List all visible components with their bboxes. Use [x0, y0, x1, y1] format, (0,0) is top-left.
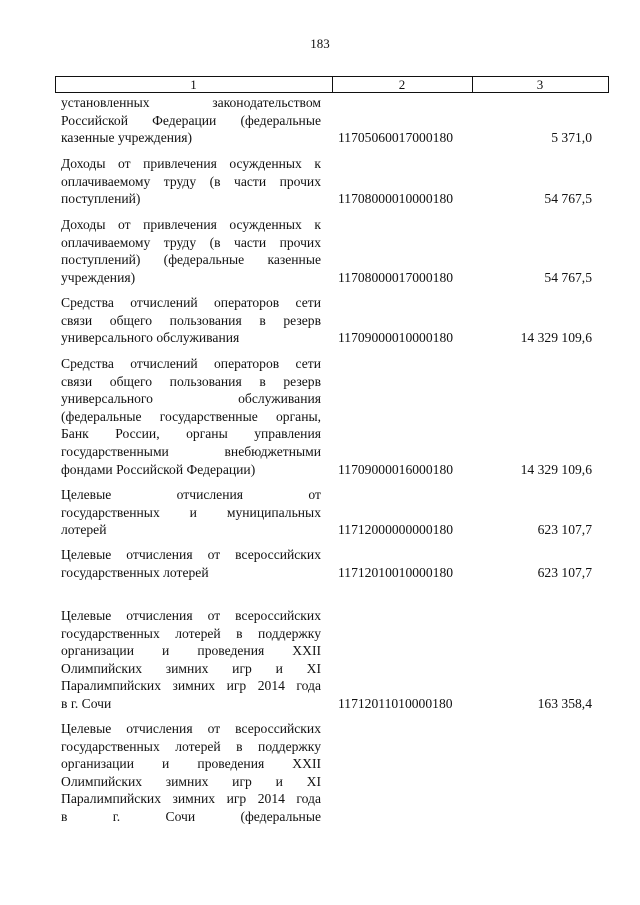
description-line: универсального обслуживания [61, 330, 240, 346]
description-line: поступлений) [61, 191, 141, 207]
description-line: организации и проведения XXII [61, 756, 321, 772]
row-amount: 54 767,5 [544, 269, 592, 285]
row-amount: 623 107,7 [537, 564, 592, 580]
row-description [61, 94, 321, 147]
row-amount: 54 767,5 [544, 191, 592, 207]
table-row [0, 546, 640, 581]
description-line: Целевые отчисления от всероссийских [61, 608, 321, 623]
description-line: государственных лотерей [61, 564, 209, 580]
description-line: Российской Федерации (федеральные [61, 112, 321, 128]
description-line: оплачиваемому труду (в части прочих [61, 234, 321, 250]
description-line: государственных и муниципальных [61, 504, 321, 520]
row-code: 11709000010000180 [338, 330, 454, 346]
row-code: 11712000000000180 [338, 522, 454, 538]
description-line: лотерей [61, 522, 107, 538]
description-line: государственных лотерей в поддержку [61, 625, 321, 641]
row-description [61, 355, 321, 478]
row-description [61, 216, 321, 286]
row-amount: 14 329 109,6 [520, 330, 592, 346]
table-row [0, 94, 640, 147]
description-line: в г. Сочи (федеральные [61, 808, 321, 824]
row-amount: 623 107,7 [537, 522, 592, 538]
description-line: государственными внебюджетными [61, 443, 321, 459]
row-code: 11705060017000180 [338, 130, 454, 146]
header-col-3: 3 [536, 77, 544, 92]
table-row [0, 720, 640, 826]
description-line: Паралимпийских зимних игр 2014 года [61, 678, 321, 694]
header-col-1: 1 [190, 77, 197, 92]
row-amount: 5 371,0 [551, 130, 592, 146]
header-col-2: 2 [398, 77, 406, 92]
description-line: установленных законодательством [61, 95, 321, 110]
description-line: Паралимпийских зимних игр 2014 года [61, 791, 321, 807]
row-code: 11708000017000180 [338, 269, 454, 285]
description-line: связи общего пользования в резерв [61, 373, 321, 389]
description-line: фондами Российской Федерации) [61, 461, 256, 477]
description-line: в г. Сочи [61, 695, 112, 711]
description-line: Средства отчислений операторов сети [61, 356, 321, 371]
row-description [61, 720, 321, 826]
table-row [0, 294, 640, 347]
row-code: 11708000010000180 [338, 191, 454, 207]
description-line: Доходы от привлечения осужденных к [61, 217, 321, 232]
description-line: связи общего пользования в резерв [61, 312, 321, 328]
table-row [0, 607, 640, 713]
row-description [61, 155, 321, 208]
description-line: оплачиваемому труду (в части прочих [61, 173, 321, 189]
description-line: Олимпийских зимних игр и XI [61, 773, 321, 789]
description-line: учреждения) [61, 269, 136, 285]
row-description [61, 607, 321, 713]
description-line: Олимпийских зимних игр и XI [61, 660, 321, 676]
row-amount: 163 358,4 [537, 696, 592, 711]
row-code: 11709000016000180 [338, 461, 454, 477]
table-row [0, 155, 640, 208]
description-line: Средства отчислений операторов сети [61, 295, 321, 310]
table-row [0, 355, 640, 478]
table-row [0, 216, 640, 286]
description-line: (федеральные государственные органы, [61, 408, 321, 424]
row-description [61, 546, 321, 581]
description-line: универсального обслуживания [61, 391, 321, 407]
table-header [55, 76, 609, 93]
row-description [61, 294, 321, 347]
header-right-border [608, 76, 609, 93]
row-description [61, 486, 321, 539]
row-amount: 14 329 109,6 [520, 461, 592, 477]
description-line: Целевые отчисления от всероссийских [61, 721, 321, 736]
page-number: 183 [310, 36, 330, 51]
description-line: организации и проведения XXII [61, 643, 321, 659]
description-line: государственных лотерей в поддержку [61, 738, 321, 754]
row-code: 11712010010000180 [338, 564, 454, 580]
description-line: Доходы от привлечения осужденных к [61, 156, 321, 171]
description-line: Целевые отчисления от всероссийских [61, 547, 321, 562]
description-line: Целевые отчисления от [61, 487, 321, 502]
row-code: 11712011010000180 [338, 696, 453, 711]
table-row [0, 486, 640, 539]
description-line: поступлений) (федеральные казенные [61, 252, 321, 268]
description-line: казенные учреждения) [61, 130, 193, 146]
description-line: Банк России, органы управления [61, 426, 321, 442]
